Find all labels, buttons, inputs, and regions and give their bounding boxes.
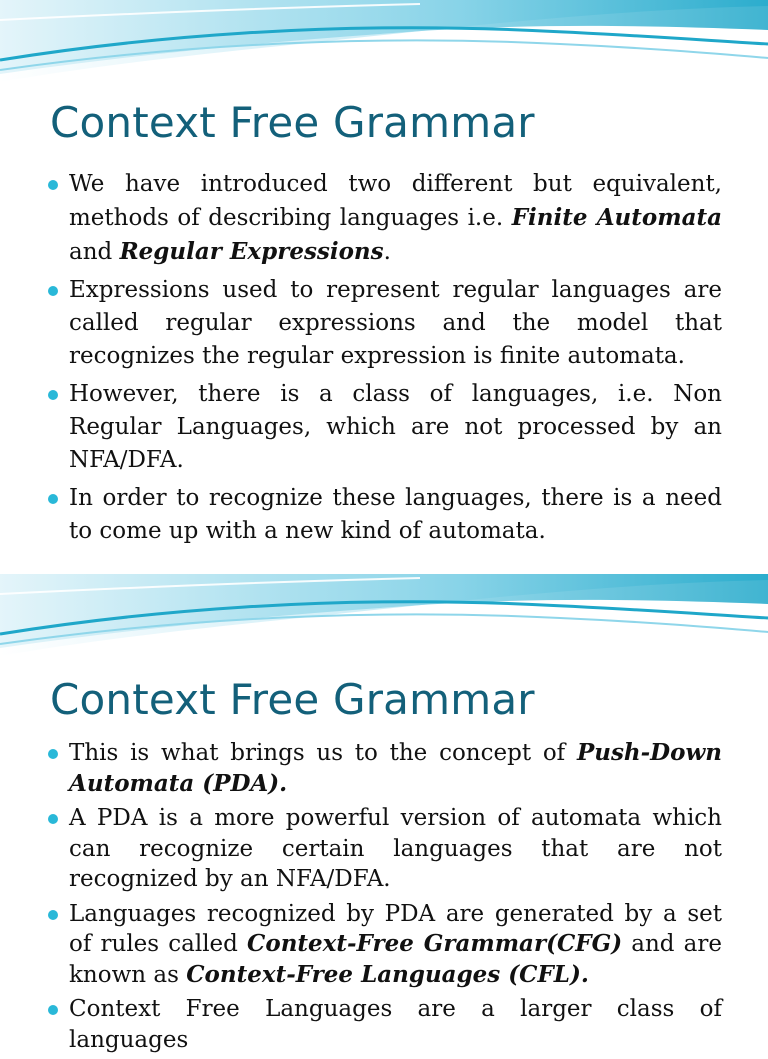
- bullet-text: Context Free Languages are a larger class of languages: [69, 996, 722, 1053]
- bullet-item: [48, 168, 722, 269]
- bullet-item: [48, 994, 722, 1055]
- bullet-dot-icon: [48, 390, 58, 400]
- emphasis-text: Push-Down Automata (PDA).: [69, 739, 722, 797]
- bullet-list: [48, 168, 722, 553]
- bullet-dot-icon: [48, 180, 58, 190]
- bullet-text: A PDA is a more powerful version of automata which can recognize certain languages that are not recognized by an NFA/DFA.: [69, 805, 722, 892]
- bullet-text: In order to recognize these languages, there is a need to come up with a new kind of automata.: [69, 485, 722, 544]
- slide-title: Context Free Grammar: [50, 675, 535, 724]
- bullet-dot-icon: [48, 1005, 58, 1015]
- emphasis-text: Context-Free Languages (CFL).: [186, 960, 589, 988]
- emphasis-text: Regular Expressions: [119, 238, 384, 265]
- bullet-item: [48, 378, 722, 477]
- bullet-item: [48, 738, 722, 799]
- bullet-text: Expressions used to represent regular languages are called regular expressions and the model that recognizes the regular expression is finite automata.: [69, 277, 722, 369]
- slide-gap: [0, 556, 768, 574]
- bullet-item: [48, 274, 722, 373]
- bullet-item: [48, 803, 722, 895]
- bullet-dot-icon: [48, 286, 58, 296]
- bullet-dot-icon: [48, 814, 58, 824]
- bullet-item: [48, 899, 722, 991]
- bullet-text: and: [69, 239, 120, 265]
- bullet-text: We have introduced two different but equivalent, methods of describing languages i.e.: [69, 171, 722, 231]
- wave-banner: [0, 0, 768, 90]
- bullet-text: However, there is a class of languages, i.e. Non Regular Languages, which are not processed by an NFA/DFA.: [69, 381, 722, 473]
- bullet-text: and are known as: [69, 931, 722, 988]
- slide-2: [0, 574, 768, 1053]
- bullet-text: .: [383, 239, 391, 265]
- wave-banner: [0, 574, 768, 664]
- bullet-text: This is what brings us to the concept of: [69, 740, 577, 766]
- bullet-dot-icon: [48, 494, 58, 504]
- emphasis-text: Finite Automata: [511, 204, 723, 231]
- bullet-text: Languages recognized by PDA are generated by a set of rules called: [69, 900, 722, 957]
- emphasis-text: Context-Free Grammar(CFG): [247, 930, 623, 957]
- bullet-item: [48, 482, 722, 548]
- bullet-dot-icon: [48, 749, 58, 759]
- bullet-dot-icon: [48, 910, 58, 920]
- bullet-list: [48, 738, 722, 1059]
- slide-title: Context Free Grammar: [50, 98, 535, 147]
